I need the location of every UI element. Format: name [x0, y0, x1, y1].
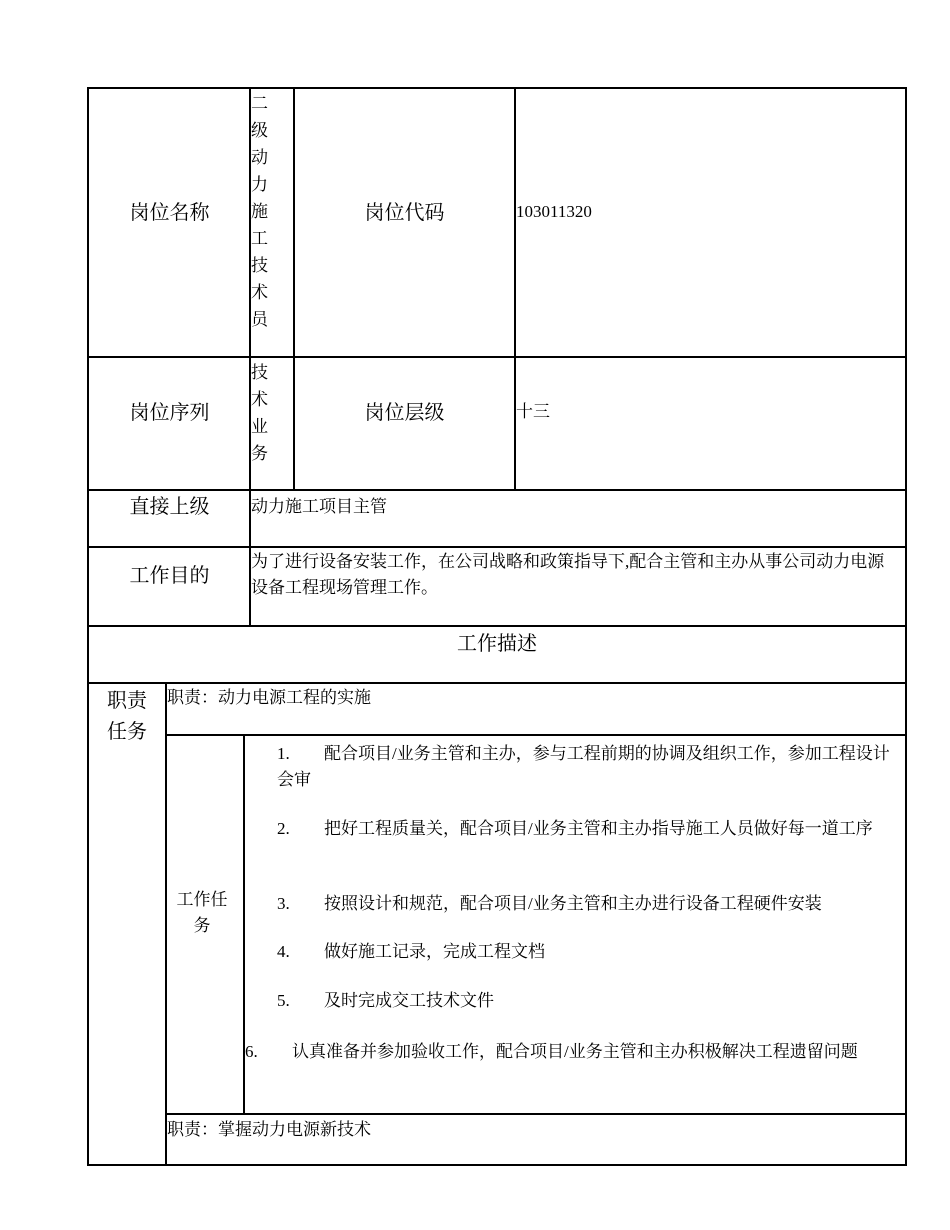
- job-purpose-value: 为了进行设备安装工作，在公司战略和政策指导下,配合主管和主办从事公司动力电源设备工程现场管理工作。: [251, 552, 885, 597]
- task-item: [245, 1039, 897, 1065]
- col-divider: [293, 87, 295, 491]
- position-code-label: 岗位代码: [364, 202, 445, 224]
- position-name-label: 岗位名称: [129, 202, 210, 224]
- row-divider: [165, 734, 907, 736]
- task-number: 1.: [277, 744, 290, 763]
- task-item: [277, 988, 895, 1014]
- table-border-right: [905, 87, 907, 1166]
- position-code-value: 103011320: [516, 202, 592, 221]
- table-border-left: [87, 87, 89, 1166]
- duty-tasks-label: 职责任务: [107, 690, 147, 743]
- position-level-label: 岗位层级: [364, 402, 445, 424]
- task-text: 把好工程质量关，配合项目/业务主管和主办指导施工人员做好每一道工序: [324, 819, 873, 838]
- row-divider: [88, 682, 907, 684]
- row-divider: [88, 489, 907, 491]
- table-border-top: [88, 87, 907, 89]
- task-text: 配合项目/业务主管和主办，参与工程前期的协调及组织工作，参加工程设计会审: [277, 744, 890, 789]
- task-text: 做好施工记录，完成工程文档: [324, 942, 545, 961]
- task-text: 按照设计和规范，配合项目/业务主管和主办进行设备工程硬件安装: [324, 894, 822, 913]
- task-number: 3.: [277, 894, 290, 913]
- col-divider: [165, 682, 167, 1166]
- direct-superior-value: 动力施工项目主管: [251, 497, 387, 516]
- position-level-value: 十三: [516, 402, 550, 421]
- col-divider: [514, 87, 516, 491]
- job-purpose-label: 工作目的: [129, 565, 210, 587]
- task-text: 及时完成交工技术文件: [324, 991, 494, 1010]
- task-number: 5.: [277, 991, 290, 1010]
- task-item: [277, 891, 895, 917]
- task-number: 2.: [277, 819, 290, 838]
- task-number: 6.: [245, 1042, 258, 1061]
- duty-2-title: 职责：掌握动力电源新技术: [167, 1120, 371, 1139]
- row-divider: [88, 546, 907, 548]
- row-divider: [88, 625, 907, 627]
- task-text: 认真准备并参加验收工作，配合项目/业务主管和主办积极解决工程遗留问题: [292, 1042, 858, 1061]
- duty-1-title: 职责：动力电源工程的实施: [167, 688, 371, 707]
- position-series-value: 技术业务: [251, 363, 268, 463]
- task-item: [277, 816, 895, 842]
- row-divider: [165, 1113, 907, 1115]
- position-series-label: 岗位序列: [129, 402, 210, 424]
- row-divider: [88, 356, 907, 358]
- task-number: 4.: [277, 942, 290, 961]
- position-name-value: 二级动力施工技术员: [251, 94, 268, 329]
- direct-superior-label: 直接上级: [129, 496, 210, 518]
- work-description-heading: 工作描述: [457, 633, 537, 655]
- task-item: [277, 939, 895, 965]
- task-item: [277, 741, 895, 793]
- work-tasks-label: 工作任务: [176, 890, 228, 935]
- table-border-bottom: [88, 1164, 907, 1166]
